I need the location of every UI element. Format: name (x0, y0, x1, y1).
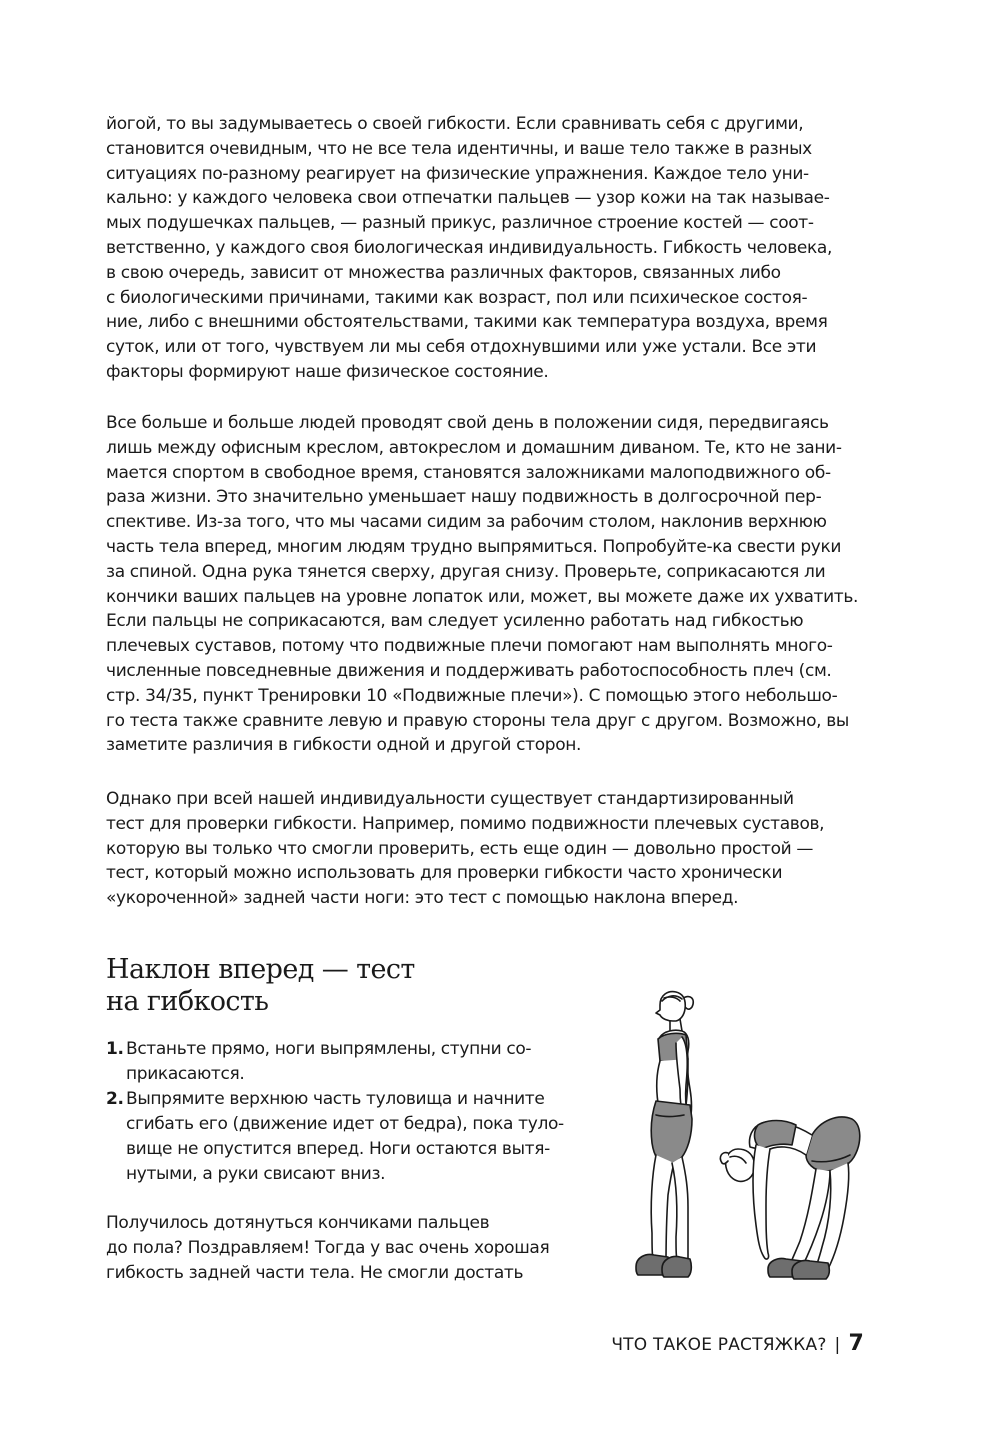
text-line: тест, который можно использовать для проверки гибкости часто хронически (106, 863, 783, 884)
forward-bend-woman-figure (720, 1117, 859, 1279)
text-line: в свою очередь, зависит от множества различных факторов, связанных либо (106, 262, 781, 283)
text-line: кально: у каждого человека свои отпечатки пальцев — узор кожи на так называе- (106, 188, 830, 209)
text-line: ветственно, у каждого своя биологическая индивидуальность. Гибкость человека, (106, 237, 833, 258)
text-line: заметите различия в гибкости одной и другой сторон. (106, 735, 582, 756)
text-line: Однако при всей нашей индивидуальности существует стандартизированный (106, 789, 794, 809)
text-line: лишь между офисным креслом, автокреслом и домашним диваном. Те, кто не зани- (106, 437, 842, 458)
text-line: до пола? Поздравляем! Тогда у вас очень хорошая (106, 1238, 550, 1258)
text-line: раза жизни. Это значительно уменьшает нашу подвижность в долгосрочной пер- (106, 487, 822, 508)
text-line: тест для проверки гибкости. Например, помимо подвижности плечевых суставов, (106, 813, 825, 834)
section-title-line: на гибкость (106, 986, 269, 1017)
text-line: факторы формируют наше физическое состояние. (106, 361, 549, 382)
text-line: мых подушечках пальцев, — разный прикус, различное строение костей — соот- (106, 213, 814, 234)
text-line: которую вы только что смогли проверить, есть еще один — довольно простой — (106, 838, 814, 859)
text-line: го теста также сравните левую и правую стороны тела друг с другом. Возможно, вы (106, 710, 849, 731)
step-line: Встаньте прямо, ноги выпрямлены, ступни со- (126, 1039, 532, 1059)
text-line: спективе. Из-за того, что мы часами сидим за рабочим столом, наклонив верхнюю (106, 512, 827, 533)
step-line: сгибать его (движение идет от бедра), пока туло- (126, 1114, 564, 1134)
text-line: за спиной. Одна рука тянется сверху, другая снизу. Проверьте, соприкасаются ли (106, 561, 826, 582)
step-line: вище не опустится вперед. Ноги остаются вытя- (126, 1139, 550, 1159)
paragraph-2 (106, 411, 866, 758)
text-line: Если пальцы не соприкасаются, вам следует усиленно работать над гибкостью (106, 611, 804, 632)
conclusion-paragraph (106, 1211, 586, 1286)
text-line: часть тела вперед, многим людям трудно выпрямиться. Попробуйте-ка свести руки (106, 536, 842, 557)
page-footer (611, 1331, 864, 1356)
text-line: йогой, то вы задумываетесь о своей гибкости. Если сравнивать себя с другими, (106, 114, 804, 134)
step-item (106, 1037, 566, 1087)
text-line: суток, или от того, чувствуем ли мы себя отдохнувшими или уже устали. Все эти (106, 337, 817, 358)
paragraph-3 (106, 787, 866, 911)
paragraph-1 (106, 112, 866, 385)
footer-separator: | (834, 1335, 841, 1355)
section-title (106, 954, 526, 1018)
forward-bend-illustration (616, 985, 876, 1285)
text-line: кончики ваших пальцев на уровне лопаток или, может, вы можете даже их ухватить. (106, 586, 859, 607)
step-line: Выпрямите верхнюю часть туловища и начните (126, 1089, 545, 1109)
text-line: становится очевидным, что не все тела идентичны, и ваше тело также в разных (106, 138, 812, 159)
text-line: с биологическими причинами, такими как возраст, пол или психическое состоя- (106, 287, 808, 308)
step-number: 1. (106, 1039, 124, 1059)
section-title-line: Наклон вперед — тест (106, 954, 415, 985)
text-line: стр. 34/35, пункт Тренировки 10 «Подвижные плечи»). С помощью этого небольшо- (106, 685, 838, 706)
text-line: ситуациях по-разному реагирует на физические упражнения. Каждое тело уни- (106, 163, 809, 184)
text-line: гибкость задней части тела. Не смогли достать (106, 1263, 524, 1283)
standing-woman-figure (636, 992, 693, 1277)
step-line: прикасаются. (126, 1064, 245, 1084)
text-line: Все больше и больше людей проводят свой день в положении сидя, передвигаясь (106, 413, 829, 433)
chapter-title: ЧТО ТАКОЕ РАСТЯЖКА? (611, 1335, 827, 1355)
step-item (106, 1087, 566, 1187)
text-line: Получилось дотянуться кончиками пальцев (106, 1213, 490, 1233)
step-line: нутыми, а руки свисают вниз. (126, 1164, 386, 1184)
steps-list (106, 1037, 566, 1187)
step-number: 2. (106, 1089, 124, 1109)
text-line: плечевых суставов, потому что подвижные плечи помогают нам выполнять много- (106, 636, 833, 657)
text-line: ние, либо с внешними обстоятельствами, такими как температура воздуха, время (106, 312, 828, 333)
text-line: «укороченной» задней части ноги: это тест с помощью наклона вперед. (106, 888, 739, 909)
page-number: 7 (848, 1331, 864, 1356)
text-line: мается спортом в свободное время, становятся заложниками малоподвижного об- (106, 462, 831, 483)
text-line: численные повседневные движения и поддерживать работоспособность плеч (см. (106, 660, 832, 681)
